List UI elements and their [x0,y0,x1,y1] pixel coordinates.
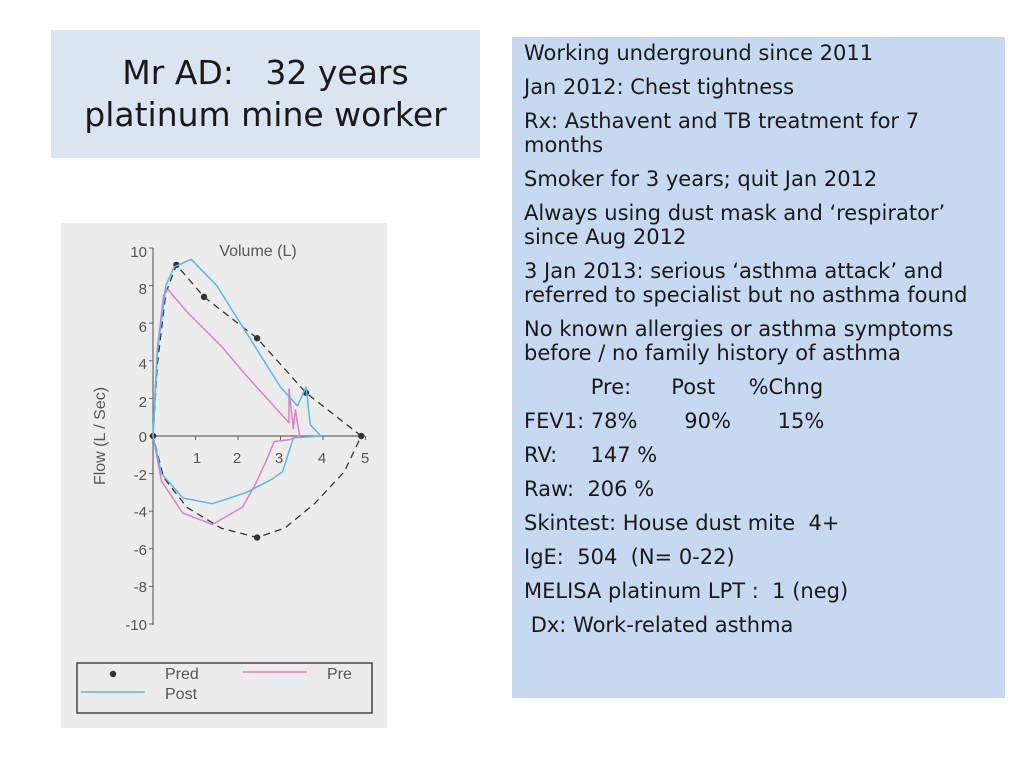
slide-title-line-1: Mr AD: 32 years [122,53,409,92]
y-tick-label: 2 [138,394,147,411]
y-tick-label: 8 [138,281,147,298]
slide-title-line-2: platinum mine worker [84,95,447,134]
case-detail-item: Rx: Asthavent and TB treatment for 7 months [524,109,926,157]
y-tick-label: -2 [133,467,147,484]
slide-title-box [51,30,480,158]
case-detail-item: Jan 2012: Chest tightness [524,75,795,99]
case-detail-item: Skintest: House dust mite 4+ [524,511,840,535]
pred-dashed-curve [153,265,361,538]
x-tick-label: 4 [317,450,327,467]
pred-point [254,534,260,540]
results-table-header: Pre: Post %Chng [524,375,824,399]
x-tick-label: 2 [232,450,242,467]
results-raw-row: Raw: 206 % [524,477,655,501]
results-rv-row: RV: 147 % [524,443,658,467]
x-tick-label: 5 [360,450,370,467]
flow-volume-chart [61,223,387,728]
x-tick-label: 3 [274,450,284,467]
case-detail-item: IgE: 504 (N= 0-22) [524,545,735,569]
x-tick-label: 1 [192,450,202,467]
case-details-box [512,37,1005,698]
pred-point [201,294,207,300]
y-tick-label: 4 [138,356,147,373]
pred-point [358,433,364,439]
legend-pred-marker [110,671,116,677]
case-detail-item: No known allergies or asthma symptoms before / no family history of asthma [524,317,960,365]
case-detail-item: Always using dust mask and ‘respirator’ since Aug 2012 [524,201,952,249]
x-axis-label: Volume (L) [219,243,297,260]
case-detail-item: Smoker for 3 years; quit Jan 2012 [524,167,878,191]
y-axis-label: Flow (L / Sec) [92,386,109,486]
pred-point [254,335,260,341]
legend-post-label: Post [165,686,198,703]
diagnosis-item: Dx: Work-related asthma [524,613,794,637]
flow-volume-chart-panel [61,223,387,728]
y-tick-label: 0 [138,429,147,446]
legend-pre-label: Pre [327,666,352,683]
y-tick-label: -6 [133,542,147,559]
case-detail-item: Working underground since 2011 [524,41,874,65]
y-tick-label: -8 [133,579,147,596]
y-tick-label: -10 [125,617,147,634]
y-tick-label: -4 [133,504,147,521]
case-detail-item: MELISA platinum LPT : 1 (neg) [524,579,849,603]
y-tick-label: 10 [130,244,147,261]
legend-pred-label: Pred [165,666,199,683]
y-tick-label: 6 [138,319,147,336]
results-fev1-row: FEV1: 78% 90% 15% [524,409,825,433]
case-detail-item: 3 Jan 2013: serious ‘asthma attack’ and referred to specialist but no asthma found [524,259,968,307]
